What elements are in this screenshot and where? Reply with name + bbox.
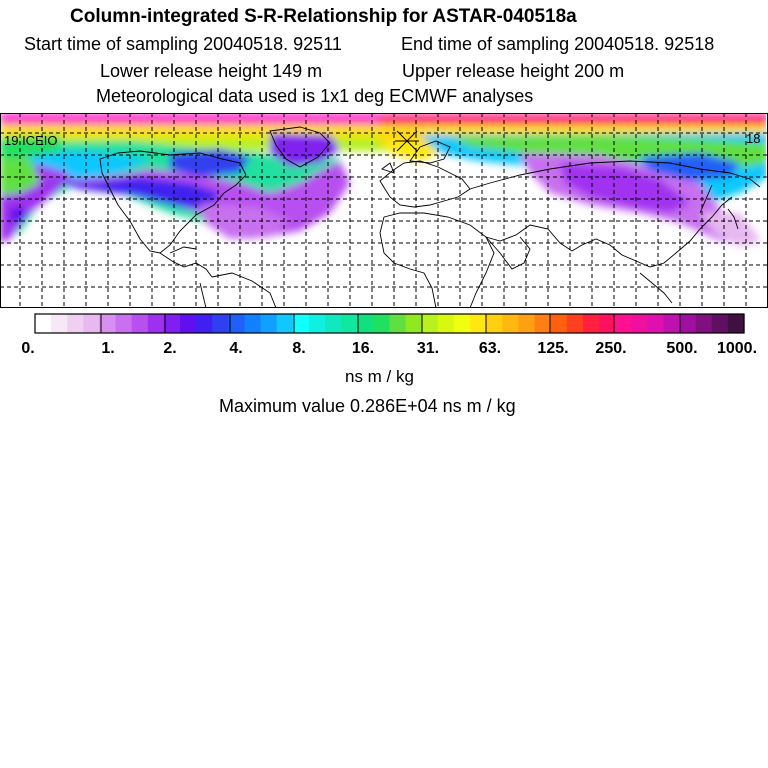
legend-color-cell [696,314,713,333]
plot-title: Column-integrated S-R-Relationship for ASTAR-040518a [70,6,577,27]
legend-color-cell [325,314,342,333]
legend-units: ns m / kg [345,367,414,386]
legend-color-cell [83,314,100,333]
maximum-value: Maximum value 0.286E+04 ns m / kg [219,396,516,416]
legend-color-cell [35,314,52,333]
legend-color-cell [663,314,680,333]
legend-color-cell [535,314,552,333]
legend-tick-label: 4. [229,340,243,357]
legend-tick-label: 500. [666,340,698,357]
legend-color-cells [35,314,745,333]
legend-color-cell [615,314,632,333]
legend-color-cell [357,314,374,333]
legend-color-cell [373,314,390,333]
legend-color-cell [486,314,503,333]
legend-color-cell [51,314,68,333]
upper-release-height: Upper release height 200 m [402,61,625,81]
legend-color-cell [728,314,745,333]
legend-tick-label: 31. [416,340,440,357]
legend-color-cell [567,314,584,333]
legend-color-cell [712,314,729,333]
legend-color-cell [341,314,358,333]
legend-color-cell [518,314,535,333]
legend-color-cell [228,314,245,333]
legend-color-cell [164,314,181,333]
legend-color-cell [599,314,616,333]
legend-color-cell [277,314,294,333]
legend-tick-label: 1000. [716,340,758,357]
legend-color-cell [132,314,149,333]
legend-color-cell [67,314,84,333]
legend-color-cell [470,314,487,333]
legend-color-cell [438,314,455,333]
legend-tick-label: 2. [163,340,177,357]
legend-color-cell [212,314,229,333]
corner-label-left: 19 ICEIO [4,133,58,148]
legend-color-cell [406,314,423,333]
legend-color-cell [502,314,519,333]
legend-tick-label: 0. [21,340,35,357]
legend-color-cell [454,314,471,333]
legend-color-cell [680,314,697,333]
legend-tick-label: 63. [478,340,502,357]
sensitivity-map [0,113,768,308]
legend-tick-label: 8. [292,340,306,357]
legend-color-cell [390,314,407,333]
start-time: Start time of sampling 20040518. 92511 [24,34,342,54]
legend-color-cell [116,314,133,333]
legend-color-cell [583,314,600,333]
meteorological-data-note: Meteorological data used is 1x1 deg ECMWF analyses [96,86,534,106]
legend-color-cell [99,314,116,333]
legend-color-cell [422,314,439,333]
corner-label-right: 18 [746,131,761,146]
legend-color-cell [631,314,648,333]
lower-release-height: Lower release height 149 m [100,61,323,81]
legend-tick-label: 16. [351,340,375,357]
legend-color-cell [180,314,197,333]
legend-tick-label: 250. [595,340,627,357]
color-legend [0,312,768,362]
legend-color-cell [244,314,261,333]
legend-color-cell [309,314,326,333]
legend-tick-label: 125. [537,340,569,357]
legend-color-cell [647,314,664,333]
legend-color-cell [551,314,568,333]
legend-tick-label: 1. [101,340,115,357]
legend-color-cell [148,314,165,333]
legend-color-cell [293,314,310,333]
legend-color-cell [196,314,213,333]
legend-color-cell [261,314,278,333]
end-time: End time of sampling 20040518. 92518 [401,34,715,54]
